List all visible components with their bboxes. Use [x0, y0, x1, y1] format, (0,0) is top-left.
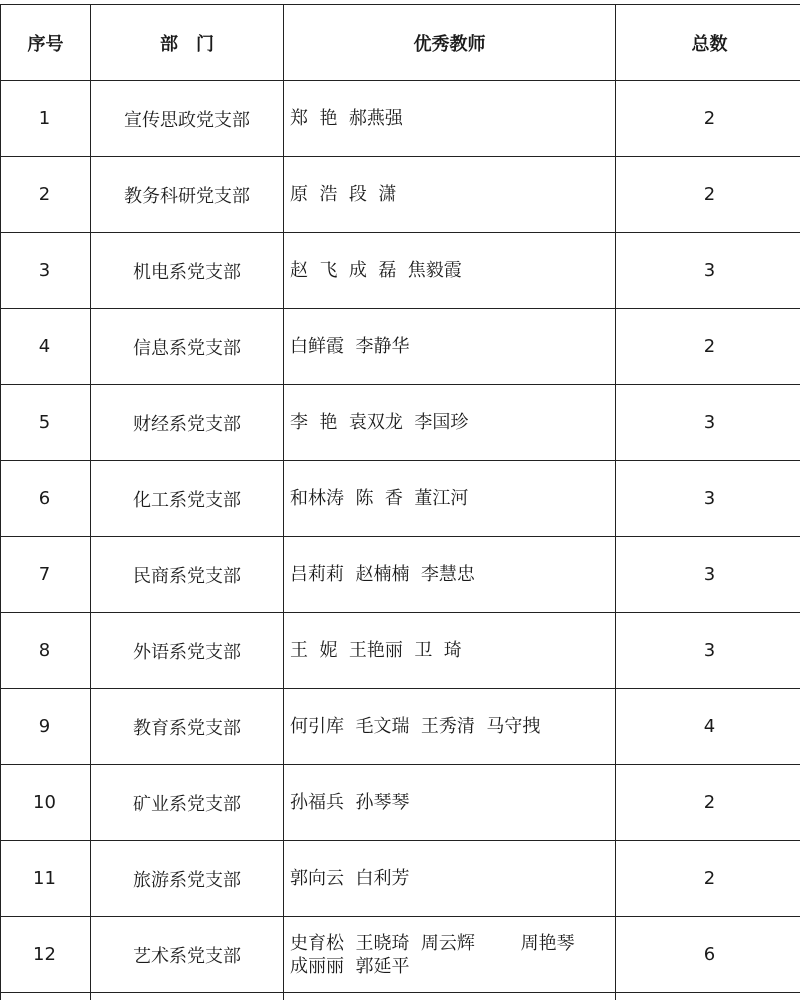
table-row: [1, 385, 800, 461]
row-teachers: 吕莉莉 赵楠楠 李慧忠: [284, 537, 616, 613]
row-teachers: 原 浩 段 潇: [284, 157, 616, 233]
row-no: 10: [1, 765, 91, 841]
row-no: 4: [1, 309, 91, 385]
table-row: [1, 917, 800, 993]
row-total: 6: [616, 917, 800, 993]
row-dept: 信息系党支部: [91, 309, 284, 385]
header-teachers: 优秀教师: [284, 5, 616, 81]
row-dept: 机电系党支部: [91, 233, 284, 309]
row-teachers: 史育松 王晓琦 周云辉 周艳琴 成丽丽 郭延平: [284, 917, 616, 993]
table-row: [1, 613, 800, 689]
row-total: 4: [616, 689, 800, 765]
row-dept: 旅游系党支部: [91, 841, 284, 917]
row-dept: 教育系党支部: [91, 689, 284, 765]
row-teachers: 何引库 毛文瑞 王秀清 马守拽: [284, 689, 616, 765]
table-row: [1, 81, 800, 157]
cutoff-cell: [616, 993, 800, 1000]
table-row: [1, 461, 800, 537]
row-total: 3: [616, 461, 800, 537]
cutoff-cell: [284, 993, 616, 1000]
row-no: 11: [1, 841, 91, 917]
row-no: 5: [1, 385, 91, 461]
row-dept: 财经系党支部: [91, 385, 284, 461]
row-total: 3: [616, 385, 800, 461]
row-teachers: 李 艳 袁双龙 李国珍: [284, 385, 616, 461]
row-no: 3: [1, 233, 91, 309]
row-total: 3: [616, 537, 800, 613]
table-row: [1, 841, 800, 917]
row-teachers: 王 妮 王艳丽 卫 琦: [284, 613, 616, 689]
row-dept: 外语系党支部: [91, 613, 284, 689]
row-teachers: 赵 飞 成 磊 焦毅霞: [284, 233, 616, 309]
header-no: 序号: [1, 5, 91, 81]
table-row: [1, 537, 800, 613]
row-no: 2: [1, 157, 91, 233]
row-no: 6: [1, 461, 91, 537]
table-row-cutoff: [1, 993, 800, 1000]
row-dept: 化工系党支部: [91, 461, 284, 537]
excellent-teachers-table: [0, 4, 800, 1000]
row-total: 2: [616, 309, 800, 385]
header-total: 总数: [616, 5, 800, 81]
cutoff-cell: [91, 993, 284, 1000]
cutoff-cell: [1, 993, 91, 1000]
table-body: [1, 81, 800, 1000]
row-no: 1: [1, 81, 91, 157]
row-teachers: 孙福兵 孙琴琴: [284, 765, 616, 841]
table-row: [1, 765, 800, 841]
row-no: 7: [1, 537, 91, 613]
table-row: [1, 157, 800, 233]
row-no: 9: [1, 689, 91, 765]
row-no: 8: [1, 613, 91, 689]
table-header-row: [1, 5, 800, 81]
row-dept: 宣传思政党支部: [91, 81, 284, 157]
header-dept: 部 门: [91, 5, 284, 81]
row-total: 3: [616, 613, 800, 689]
row-total: 3: [616, 233, 800, 309]
row-teachers: 郑 艳 郝燕强: [284, 81, 616, 157]
row-no: 12: [1, 917, 91, 993]
table-row: [1, 233, 800, 309]
row-teachers: 郭向云 白利芳: [284, 841, 616, 917]
row-total: 2: [616, 841, 800, 917]
row-teachers: 和林涛 陈 香 董江河: [284, 461, 616, 537]
row-teachers: 白鲜霞 李静华: [284, 309, 616, 385]
row-total: 2: [616, 81, 800, 157]
row-total: 2: [616, 765, 800, 841]
table-row: [1, 689, 800, 765]
row-dept: 矿业系党支部: [91, 765, 284, 841]
row-total: 2: [616, 157, 800, 233]
row-dept: 艺术系党支部: [91, 917, 284, 993]
row-dept: 教务科研党支部: [91, 157, 284, 233]
row-dept: 民商系党支部: [91, 537, 284, 613]
table-row: [1, 309, 800, 385]
teacher-table-container: [0, 4, 800, 1000]
